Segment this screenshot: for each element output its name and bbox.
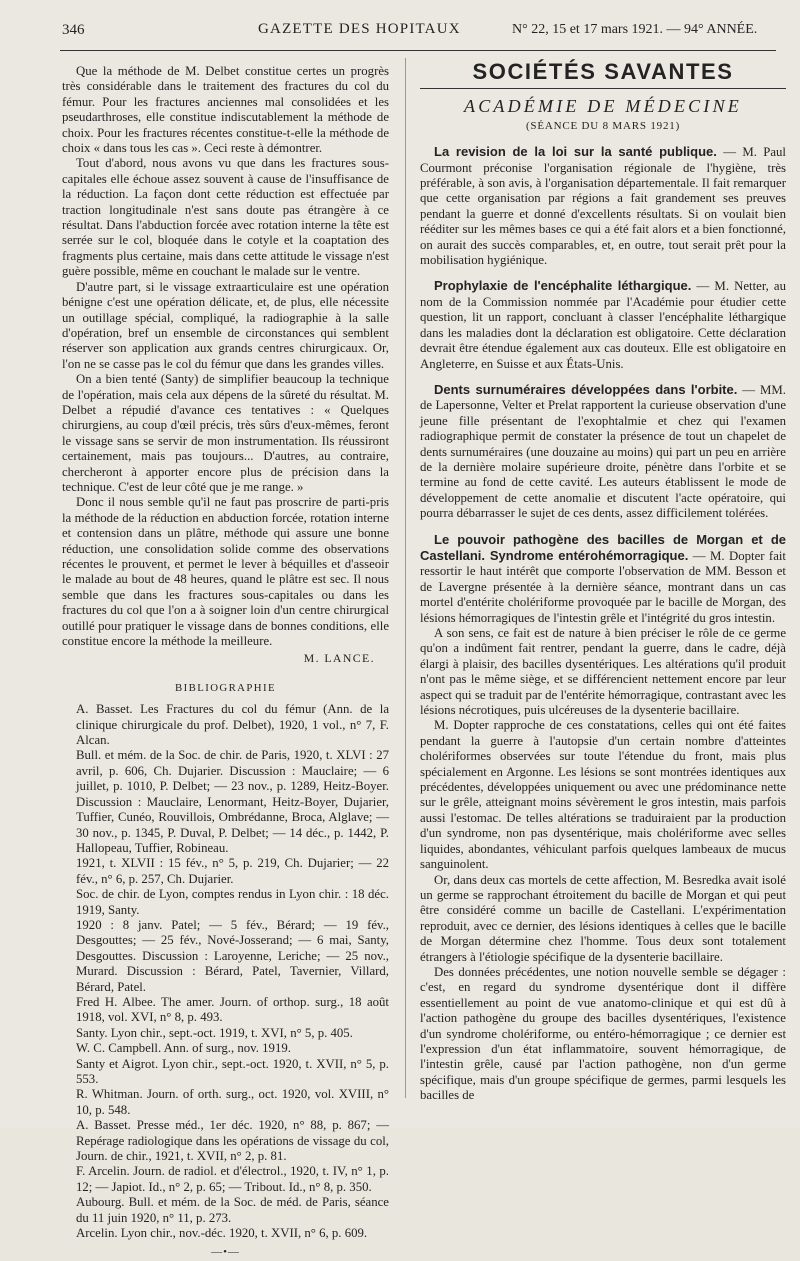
report-item xyxy=(420,278,786,371)
column-divider xyxy=(405,58,406,1098)
bibliography-entry: Aubourg. Bull. et mém. de la Soc. de méd. de Paris, séance du 11 juin 1920, n° 11, p. 273. xyxy=(76,1195,389,1225)
page-header xyxy=(0,0,800,52)
bibliography-heading: BIBLIOGRAPHIE xyxy=(175,681,276,694)
bibliography-entry: A. Basset. Les Fractures du col du fémur (Ann. de la clinique chirurgicale du prof. Delbet), 1920, 1 vol., n° 7, F. Alcan. xyxy=(76,702,389,748)
bibliography-entry: Soc. de chir. de Lyon, comptes rendus in Lyon chir. : 18 déc. 1919, Santy. xyxy=(76,887,389,917)
bibliography-entry: Fred H. Albee. The amer. Journ. of orthop. surg., 18 août 1918, vol. XVI, n° 8, p. 493. xyxy=(76,994,389,1025)
report-title: La revision de la loi sur la santé publique. xyxy=(434,144,717,160)
bibliography-entry: Bull. et mém. de la Soc. de chir. de Paris, 1920, t. XLVI : 27 avril, p. 606, Ch. Dujarier. Discussion : Mauclaire; — 6 juillet, p. 1010, P. Delbet; — 23 nov., p. 1289, Heitz-Boyer. Discussion : Mauclaire, Lenormant, Heitz-Boyer, Dujarier, Tuffier, Cunéo, Rouvillois, Ombrédanne, Broca, Alglave; — 30 nov., p. 1345, P. Duval, P. Delbet; — 14 déc., p. 1442, P. Hallopeau, Tuffier, Robineau. xyxy=(76,748,389,855)
author-signature: M. LANCE. xyxy=(303,651,375,666)
bibliography-list xyxy=(62,702,389,1241)
report-item xyxy=(420,144,786,268)
paragraph: Tout d'abord, nous avons vu que dans les fractures sous-capitales elle échoue assez souvent à cause de l'insuffisance de la réduction. La façon dont cette réduction est effectuée par traction longitudinale n'est sans doute pas étrangère à ce résultat. Dans l'abduction forcée avec rotation interne la tête est serrée sur le col, bloquée dans le cotyle et la coaptation des fragments plus certaine, mais dans cette attitude le vissage n'est guère possible, même en couchant le malade sur le ventre. xyxy=(62,156,389,279)
report-item xyxy=(420,382,786,522)
session-date: (SÉANCE DU 8 MARS 1921) xyxy=(525,119,681,132)
bibliography-entry: 1920 : 8 janv. Patel; — 5 fév., Bérard; — 19 fév., Desgouttes; — 25 fév., Nové-Josserand; — 6 mai, Santy, Desgouttes. Discussion : Laroyenne, Leriche; — 25 nov., Murard. Discussion : Bérard, Patel, Tavernier, Villard, Bérard, Patel. xyxy=(76,917,389,994)
bibliography-entry: A. Basset. Presse méd., 1er déc. 1920, n° 88, p. 867; — Repérage radiologique dans les opérations de vissage du col, Journ. de chir., 1921, t. XVII, n° 2, p. 81. xyxy=(76,1118,389,1164)
paragraph: M. Dopter rapproche de ces constatations, celles qui ont été faites pendant la guerre à l'autopsie d'un certain nombre d'atteintes cholériformes observées sur toute l'étendue du front, mais plus spécialement en Argonne. Les lésions se sont montrées identiques aux précédentes, développées uniquement ou avec une prédominance nette sur le grêle, atteignant moins sévèrement le gros intestin, mais parfois aussi l'estomac. De telles altérations se traduiraient par la production d'un syndrome, non pas dysentérique, mais cholériforme avec selles liquides, abondantes, véhiculant parfois quelques lambeaux de mucus sanguinolent. xyxy=(420,718,786,872)
bibliography-entry: Santy et Aigrot. Lyon chir., sept.-oct. 1920, t. XVII, n° 5, p. 553. xyxy=(76,1056,389,1086)
report-body: — MM. de Lapersonne, Velter et Prelat rapportent la curieuse observation d'une jeune fille présentant de l'exophtalmie et chez qui l'examen radiographique permit de constater la présence de tout un chapelet de dents surnuméraires (une douzaine au moins) qui part un peu en arrière de la dernière molaire supérieure droite, pénètre dans l'orbite et se termine au fond de cette cavité. Les auteurs établissent le mode de développement de cette anomalie et discutent l'acte opératoire, qui pourra débarrasser le sujet de ces dents, assez difficilement tolérées. xyxy=(420,382,786,521)
section-rule xyxy=(420,88,786,89)
journal-title: GAZETTE DES HOPITAUX xyxy=(258,21,461,37)
paragraph: Que la méthode de M. Delbet constitue certes un progrès très considérable dans le traitement des fractures du col du fémur. Pour les fractures anciennes mal consolidées et les pseudarthroses, elle constitue indiscutablement la méthode de choix. Pour les fractures récentes constitue-t-elle la méthode de choix « dans tous les cas ». Ceci reste à démontrer. xyxy=(62,64,389,156)
report-title: Le pouvoir pathogène des bacilles de Morgan et de Castellani. Syndrome entérohémorragique. xyxy=(420,531,786,563)
bibliography-entry: W. C. Campbell. Ann. of surg., nov. 1919. xyxy=(76,1041,291,1056)
spacer xyxy=(420,268,786,278)
report-title: Prophylaxie de l'encéphalite léthargique. xyxy=(434,278,692,294)
page-number: 346 xyxy=(62,22,85,38)
paragraph: A son sens, ce fait est de nature à bien préciser le rôle de ce germe qu'on a indûment fait rentrer, pendant la guerre, dans le cadre, déjà élargi à plaisir, des bacilles dysentériques. Les altérations qu'il produit n'ont pas le même siège, et se différencient nettement encore par leur aspect qui se traduit par de l'entérite hémorragique, contrastant avec les lésions nécrotiques, puis ulcéreuses de la dysenterie bacillaire. xyxy=(420,626,786,718)
report-item xyxy=(420,532,786,626)
paragraph: D'autre part, si le vissage extraarticulaire est une opération bénigne c'est une opération délicate, et, de plus, elle nécessite un outillage spécial, compliqué, la radiographie à la salle d'opération, bref un ensemble de circonstances qui semblent réserver son application aux grands centres chirurgicaux. Or, l'on ne se casse pas le col du fémur que dans les grandes villes. xyxy=(62,279,389,371)
report-body: — M. Dopter fait ressortir le haut intérêt que comporte l'observation de MM. Besson et de Lavergne présentée à la dernière séance, montrant dans un cas mortel d'entérite cholériforme provoquée par le bacille de Morgan, des lésions hémorragiques de l'intestin grêle et l'intégrité du gros intestin. xyxy=(420,548,786,625)
bibliography-entry: R. Whitman. Journ. of orth. surg., oct. 1920, vol. XVIII, n° 10, p. 548. xyxy=(76,1087,389,1117)
bibliography-entry: Santy. Lyon chir., sept.-oct. 1919, t. XVI, n° 5, p. 405. xyxy=(76,1025,353,1040)
section-title: SOCIÉTÉS SAVANTES xyxy=(472,59,734,84)
bibliography-entry: F. Arcelin. Journ. de radiol. et d'électrol., 1920, t. IV, n° 1, p. 12; — Japiot. Id., n° 2, p. 65; — Tribout. Id., n° 8, p. 350. xyxy=(76,1164,389,1194)
paragraph: Des données précédentes, une notion nouvelle semble se dégager : c'est, en regard du syndrome dysentérique dont il diffère essentiellement au point de vue anatomo-clinique et qui est dû à l'action pathogène du groupe des bacilles dysentériques, l'existence d'un syndrome cholériforme, ou entéro-hémorragique ; ce dernier est l'expression d'un état inflammatoire, souvent hémorragique, de l'intestin grêle, causé par l'action pathogène, non d'un germe spécifique, mais d'un groupe spécifique de germes, parmi lesquels les bacilles de xyxy=(420,964,786,1103)
issue-info: N° 22, 15 et 17 mars 1921. — 94° ANNÉE. xyxy=(512,22,758,37)
report-body: — M. Netter, au nom de la Commission nommée par l'Académie pour étudier cette question, lit un rapport, concluant à classer l'encéphalite léthargique dans les maladies dont la déclaration est obligatoire. Cette déclaration devrait être étendue également aux cas douteux. Elle est obligatoire en Angleterre, en Suisse et aux États-Unis. xyxy=(420,279,786,371)
paragraph: Donc il nous semble qu'il ne faut pas proscrire de parti-pris la méthode de la réduction en abduction forcée, rotation interne et contension dans un plâtre, méthode qui assure une bonne réduction, une consolidation solide comme des observations récentes le prouvent, et permet le lever à béquilles et d'asseoir le malade au bout de 48 heures, quand le plâtre est sec. Il nous semble que dans les fractures sous-capitales ou dans les fractures du col que l'on a à soigner loin d'un centre chirurgical outillé pour pratiquer le vissage dans de bonnes conditions, elle constitue encore la méthode la meilleure. xyxy=(62,495,389,649)
bibliography-entry: Arcelin. Lyon chir., nov.-déc. 1920, t. XVII, n° 6, p. 609. xyxy=(76,1226,368,1241)
spacer xyxy=(420,522,786,532)
bibliography-entry: 1921, t. XLVII : 15 fév., n° 5, p. 219, Ch. Dujarier; — 22 fév., n° 6, p. 257, Ch. Dujarier. xyxy=(76,856,389,886)
report-body: — M. Paul Courmont préconise l'organisation régionale de l'hygiène, très préférable, à son avis, à l'organisation départementale. Il fait remarquer que cette organisation par régions a fait grandement ses preuves pendant la guerre et donné d'excellents résultats. Si on voulait bien rééditer sur les mêmes bases ce qui a été fait alors et a bien fonctionné, on aurait des succès comparables, et, en outre, tout serait prêt pour la mobilisation hygiénique. xyxy=(420,145,786,268)
header-rule xyxy=(60,50,776,51)
academy-heading: ACADÉMIE DE MÉDECINE xyxy=(464,96,742,117)
spacer xyxy=(420,372,786,382)
paragraph: Or, dans deux cas mortels de cette affection, M. Besredka avait isolé un germe se rapprochant étroitement du bacille de Morgan et qui peut être considéré comme un bacille de Castellani. L'expérimentation reproduit, avec ce dernier, des lésions identiques à celles que le bacille de Morgan détermine chez l'homme. Tous deux sont totalement étrangers à l'étiologie spécifique de la dysenterie bacillaire. xyxy=(420,872,786,964)
end-ornament: —•— xyxy=(211,1246,240,1259)
left-column xyxy=(62,64,389,1261)
paragraph: On a bien tenté (Santy) de simplifier beaucoup la technique de l'opération, mais cela aux dépens de la sûreté du résultat. M. Delbet a répudié d'avance ces tentatives : « Quelques chirurgiens, au coup d'œil précis, très sûrs d'eux-mêmes, feront le vissage sans se servir de mon instrumentation. Ils réussiront certainement, mais pas toujours... D'autres, au contraire, chercheront à apporter encore plus de précision dans la technique. C'est de leur côté que je me range. » xyxy=(62,372,389,494)
report-title: Dents surnuméraires développées dans l'orbite. xyxy=(434,381,738,397)
right-column xyxy=(420,59,786,1104)
